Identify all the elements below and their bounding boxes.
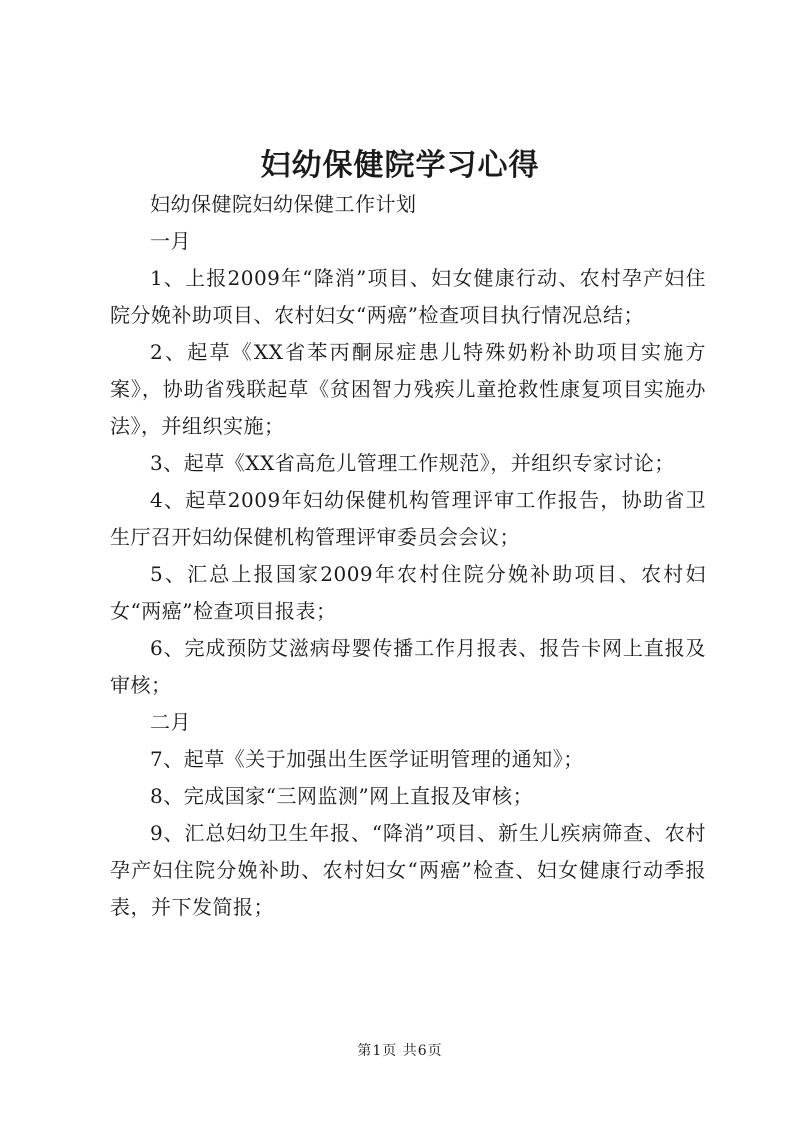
paragraph-item-8: 8、完成国家“三网监测”网上直报及审核； [150,784,534,808]
paragraph-item-7: 7、起草《关于加强出生医学证明管理的通知》； [150,747,584,771]
page-title: 妇幼保健院学习心得 [260,148,540,183]
paragraph-month-february: 二月 [150,710,191,734]
paragraph-item-5: 5、汇总上报国家2009年农村住院分娩补助项目、农村妇女“两癌”检查项目报表； [110,562,706,623]
paragraph-item-9: 9、汇总妇幼卫生年报、“降消”项目、新生儿疾病筛查、农村孕产妇住院分娩补助、农村妇女“两癌”检查、妇女健康行动季报表，并下发简报； [110,821,706,919]
document-body [110,186,706,926]
paragraph-item-6: 6、完成预防艾滋病母婴传播工作月报表、报告卡网上直报及审核； [110,636,706,697]
paragraph-item-4: 4、起草2009年妇幼保健机构管理评审工作报告，协助省卫生厅召开妇幼保健机构管理评审委员会会议； [110,488,706,549]
page-footer: 第1页 共6页 [357,1043,443,1059]
paragraph-month-january: 一月 [150,229,191,253]
paragraph-item-1: 1、上报2009年“降消”项目、妇女健康行动、农村孕产妇住院分娩补助项目、农村妇女“两癌”检查项目执行情况总结； [110,266,706,327]
paragraph-subtitle: 妇幼保健院妇幼保健工作计划 [150,192,417,216]
paragraph-item-2: 2、起草《XX省苯丙酮尿症患儿特殊奶粉补助项目实施方案》，协助省残联起草《贫困智力残疾儿童抢救性康复项目实施办法》，并组织实施； [110,340,706,438]
paragraph-item-3: 3、起草《XX省高危儿管理工作规范》，并组织专家讨论； [150,451,675,475]
